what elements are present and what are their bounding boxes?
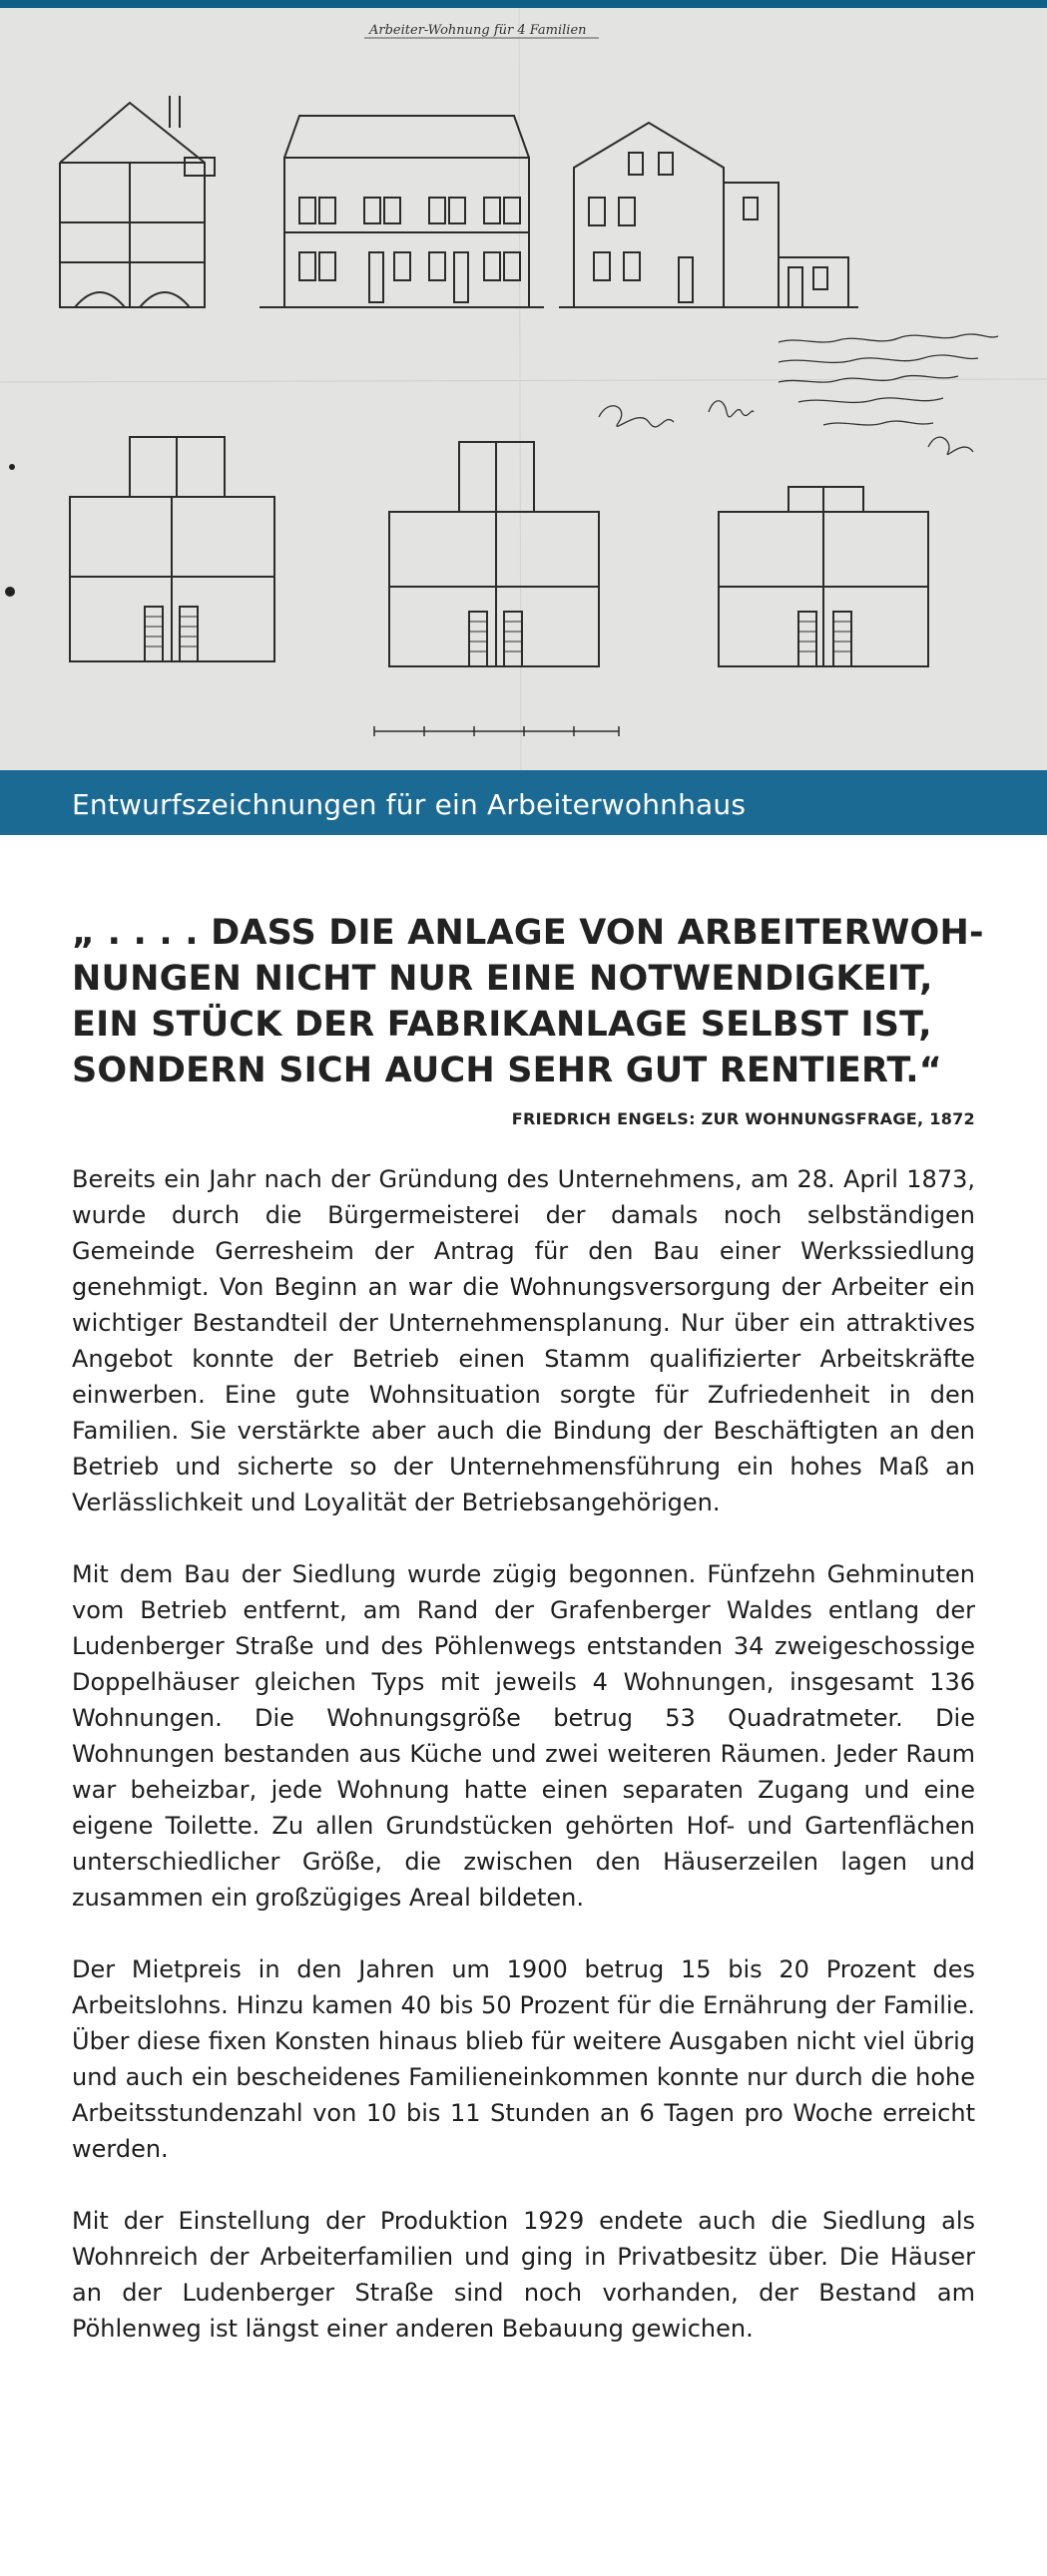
body-text	[72, 1161, 975, 2382]
image-caption: Entwurfszeichnungen für ein Arbeiterwohnhaus	[72, 788, 747, 821]
quote-line: SONDERN SICH AUCH SEHR GUT RENTIERT.“	[72, 1051, 942, 1090]
quote-source: FRIEDRICH ENGELS: ZUR WOHNUNGSFRAGE, 1872	[511, 1109, 975, 1128]
top-accent-bar	[0, 0, 1047, 8]
quote-line: „ . . . . DASS DIE ANLAGE VON ARBEITERWOH-	[72, 913, 984, 953]
quote-block	[72, 910, 990, 1093]
paragraph: Mit dem Bau der Siedlung wurde zügig begonnen. Fünfzehn Gehminuten vom Betrieb entfernt, am Rand der Grafenberger Waldes entlang der Ludenberger Straße und des Pöhlenwegs entstanden 34 zweigeschossige Doppelhäuser gleichen Typs mit jeweils 4 Wohnungen, insgesamt 136 Wohnungen. Die Wohnungsgröße betrug 53 Quadratmeter. Die Wohnungen bestanden aus Küche und zwei weiteren Räumen. Jeder Raum war beheizbar, jede Wohnung hatte einen separaten Zugang und eine eigene Toilette. Zu allen Grundstücken gehörten Hof- und Gartenflächen unterschiedlicher Größe, die zwischen den Häuserzeilen lagen und zusammen ein großzügiges Areal bildeten.	[72, 1560, 975, 1912]
quote-line: NUNGEN NICHT NUR EINE NOTWENDIGKEIT,	[72, 959, 933, 999]
paragraph: Bereits ein Jahr nach der Gründung des Unternehmens, am 28. April 1873, wurde durch die Bürgermeisterei der damals noch selbständigen Gemeinde Gerresheim der Antrag für den Bau einer Werkssiedlung genehmigt. Von Beginn an war die Wohnungsversorgung der Arbeiter ein wichtiger Bestandteil der Unternehmensplanung. Nur über ein attraktives Angebot konnte der Betrieb einen Stamm qualifizierter Arbeitskräfte einwerben. Eine gute Wohnsituation sorgte für Zufriedenheit in den Familien. Sie verstärkte aber auch die Bindung der Beschäftigten an den Betrieb und sicherte so der Unternehmensführung ein hohes Maß an Verlässlichkeit und Loyalität der Betriebsangehörigen.	[72, 1165, 975, 1516]
paragraph: Der Mietpreis in den Jahren um 1900 betrug 15 bis 20 Prozent des Arbeitslohns. Hinzu kamen 40 bis 50 Prozent für die Ernährung der Familie. Über diese fixen Konsten hinaus blieb für weitere Ausgaben nicht viel übrig und auch ein bescheidenes Familieneinkommen konnte nur durch die hohe Arbeitsstundenzahl von 10 bis 11 Stunden an 6 Tagen pro Woche erreicht werden.	[72, 1955, 975, 2163]
quote-line: EIN STÜCK DER FABRIKANLAGE SELBST IST,	[72, 1005, 932, 1045]
drawing-title: Arbeiter-Wohnung für 4 Familien	[369, 23, 587, 38]
paragraph: Mit der Einstellung der Produktion 1929 endete auch die Siedlung als Wohnreich der Arbeiterfamilien und ging in Privatbesitz über. Die Häuser an der Ludenberger Straße sind noch vorhanden, der Bestand am Pöhlenweg ist längst einer anderen Bebauung gewichen.	[72, 2207, 975, 2343]
architectural-plan-image	[0, 8, 1047, 770]
caption-bar	[0, 770, 1047, 835]
